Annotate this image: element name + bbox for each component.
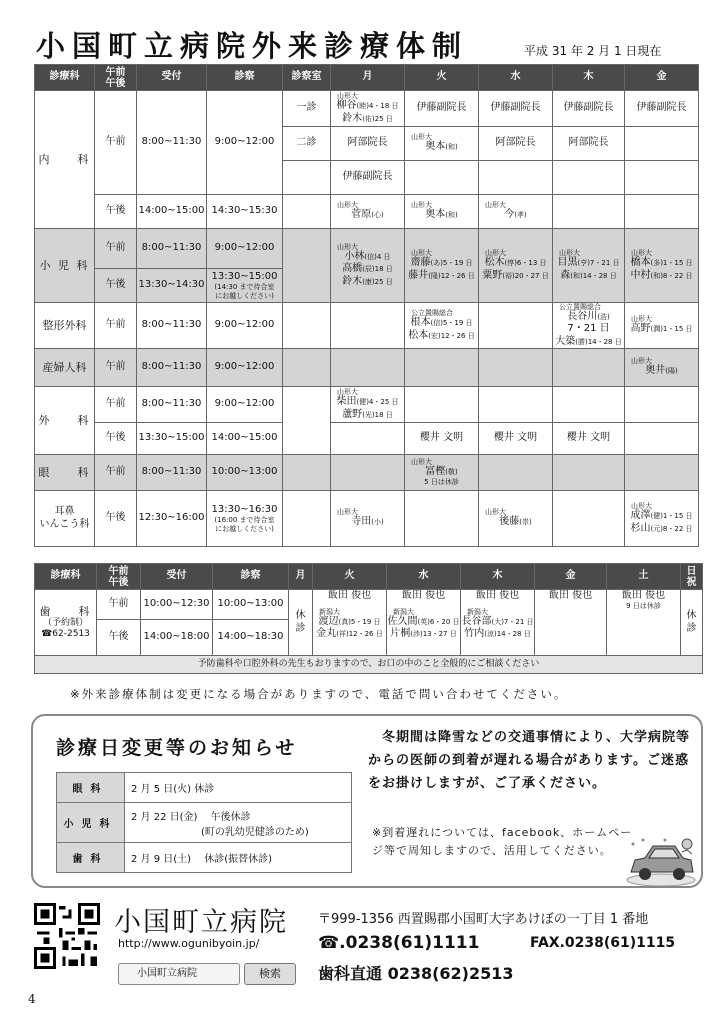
table-row [35,455,699,491]
header-sun: 日 祝 [681,564,703,590]
doctor-cell: 山形大 奥本(和) [405,127,479,161]
header-thu: 木 [461,564,535,590]
reception-time: 8:00~11:30 [137,349,207,387]
ampm-label: 午前 [95,91,137,195]
exam-time: 9:00~12:00 [207,349,283,387]
doctor-cell: 伊藤副院長 [479,91,553,127]
winter-delay-notice: 冬期間は降雪などの交通事情により、大学病院等からの医師の到着が遅れる場合があります。ご迷惑をお掛けしますが、ご了承ください。 [368,730,691,791]
qr-code-icon [34,903,100,969]
doctor-cell: 飯田 俊也 新潟大 渡辺(真)5・19 日 金丸(祥)12・26 日 [313,590,387,656]
exam-time: 13:30~16:30 (16:00 まで待合室 にお越しください) [207,491,283,547]
exam-time: 9:00~12:00 [207,229,283,269]
header-exam: 診察 [207,65,283,91]
doctor-cell: 飯田 俊也 9 日は休診 [607,590,681,656]
exam-time: 10:00~13:00 [207,455,283,491]
announcement-heading: 診療日変更等のお知らせ [56,737,298,759]
doctor-cell: 山形大 後藤(崇) [479,491,553,547]
exam-time: 14:00~18:30 [213,620,289,656]
doctor-cell: 公立置賜総合 根本(信)5・19 日 松本(宏)12・26 日 [405,303,479,349]
header-dept: 診療科 [35,564,97,590]
doctor-cell: 飯田 俊也 新潟大 佐久間(英)6・20 日 片桐(渉)13・27 日 [387,590,461,656]
header-ampm: 午前 午後 [95,65,137,91]
room-label: 一診 [283,91,331,127]
header-sat: 土 [607,564,681,590]
table-row [35,656,703,674]
fax-number: FAX.0238(61)1115 [530,935,676,951]
room-label [283,161,331,195]
exam-time: 9:00~12:00 [207,91,283,195]
header-wed: 水 [479,65,553,91]
doctor-cell: 山形大 菅原(心) [331,195,405,229]
doctor-cell: 伊藤副院長 [625,91,699,127]
header-reception: 受付 [137,65,207,91]
doctor-cell: 伊藤副院長 [405,91,479,127]
doctor-cell: 山形大 柴田(健)4・25 日 蘆野(光)18 日 [331,387,405,423]
exam-time: 14:00~15:00 [207,423,283,455]
exam-time: 14:30~15:30 [207,195,283,229]
closed-label: 休 診 [289,590,313,656]
doctor-cell: 阿部院長 [331,127,405,161]
doctor-cell: 伊藤副院長 [553,91,625,127]
header-tue: 火 [313,564,387,590]
reception-time: 8:00~11:30 [137,303,207,349]
reception-time: 8:00~11:30 [137,91,207,195]
main-phone: ☎.0238(61)1111 [318,933,480,953]
ampm-label: 午後 [97,620,141,656]
table-row [35,349,699,387]
reception-time: 14:00~18:00 [141,620,213,656]
page-title: 小国町立病院外来診療体制 [36,29,469,63]
doctor-cell: 公立置賜総合 長谷川(浩) 7・21 日 大築(勝)14・28 日 [553,303,625,349]
dept-orthopedics: 整形外科 [35,303,95,349]
exam-time: 9:00~12:00 [207,303,283,349]
closed-label: 休 診 [681,590,703,656]
as-of-date: 平成 31 年 2 月 1 日現在 [524,44,662,58]
header-thu: 木 [553,65,625,91]
table-row [35,303,699,349]
header-mon: 月 [331,65,405,91]
doctor-cell: 櫻井 文明 [553,423,625,455]
table-row: 小児科 2 月 22 日(金) 午後休診 (町の乳幼児健診のため) [57,803,352,843]
ampm-label: 午前 [95,387,137,423]
dept-internal: 内 科 [35,91,95,229]
reception-time: 13:30~14:30 [137,269,207,303]
room-label: 二診 [283,127,331,161]
doctor-cell: 山形大 成澤(健)1・15 日 杉山(元)8・22 日 [625,491,699,547]
header-tue: 火 [405,65,479,91]
dept-ophthalmology: 眼 科 [35,455,95,491]
doctor-cell: 山形大 冨樫(敬) 5 日は休診 [405,455,479,491]
doctor-cell: 阿部院長 [479,127,553,161]
page-number: 4 [28,992,36,1006]
reception-time: 8:00~11:30 [137,455,207,491]
dept-surgery: 外 科 [35,387,95,455]
doctor-cell: 櫻井 文明 [405,423,479,455]
ampm-label: 午後 [95,423,137,455]
ampm-label: 午前 [95,303,137,349]
snow-car-icon [625,836,697,886]
header-room: 診察室 [283,65,331,91]
header-fri: 金 [535,564,607,590]
table-row [35,491,699,547]
table-header-row [35,65,699,91]
delay-info-note: ※到着遅れについては、facebook、ホームページ等で周知しますので、活用してください。 [372,826,633,857]
table-row [35,229,699,269]
ampm-label: 午前 [95,349,137,387]
doctor-cell: 飯田 俊也 [535,590,607,656]
header-reception: 受付 [141,564,213,590]
schedule-change-table [56,772,352,873]
exam-time: 10:00~13:00 [213,590,289,620]
ampm-label: 午前 [97,590,141,620]
ampm-label: 午後 [95,195,137,229]
table-row: 眼科 2 月 5 日(火) 休診 [57,773,352,803]
search-input[interactable]: 小国町立病院 [118,963,240,985]
table-row [35,387,699,423]
hospital-url-link[interactable]: http://www.ogunibyoin.jp/ [118,937,260,950]
ampm-label: 午後 [95,491,137,547]
outpatient-schedule-table [34,64,699,547]
dental-phone: 歯科直通 0238(62)2513 [318,964,514,983]
search-button[interactable]: 検索 [244,963,296,985]
doctor-cell: 山形大 奥本(和) [405,195,479,229]
doctor-cell: 山形大 目黒(亨)7・21 日 森(和)14・28 日 [553,229,625,303]
doctor-cell: 山形大 今(孝) [479,195,553,229]
doctor-cell: 山形大 奥井(陽) [625,349,699,387]
doctor-cell: 櫻井 文明 [479,423,553,455]
dept-obgyn: 産婦人科 [35,349,95,387]
dept-pediatrics: 小 児 科 [35,229,95,303]
doctor-cell: 飯田 俊也 新潟大 長谷部(大)7・21 日 竹内(涼)14・28 日 [461,590,535,656]
dental-footer-note: 予防歯科や口腔外科の先生もおりますので、お口の中のこと全般的にご相談ください [35,656,703,674]
table-header-row [35,564,703,590]
reception-time: 14:00~15:00 [137,195,207,229]
doctor-cell: 阿部院長 [553,127,625,161]
reception-time: 8:00~11:30 [137,387,207,423]
reception-time: 10:00~12:30 [141,590,213,620]
doctor-cell: 伊藤副院長 [331,161,405,195]
table-row: 歯科 2 月 9 日(土) 休診(振替休診) [57,843,352,873]
doctor-cell: 山形大 柳谷(睦)4・18 日 鈴木(佑)25 日 [331,91,405,127]
table-row [35,590,703,620]
reception-time: 13:30~15:00 [137,423,207,455]
doctor-cell [625,127,699,161]
exam-time: 9:00~12:00 [207,387,283,423]
table-row [35,91,699,127]
dept-ent: 耳鼻 いんこう科 [35,491,95,547]
header-wed: 水 [387,564,461,590]
header-ampm: 午前 午後 [97,564,141,590]
hospital-name: 小国町立病院 [114,907,288,938]
dept-dental: 歯 科 （予約制） ☎62-2513 [35,590,97,656]
reception-time: 8:00~11:30 [137,229,207,269]
doctor-cell: 山形大 寺田(小) [331,491,405,547]
doctor-cell: 山形大 齋藤(あ)5・19 日 藤井(隆)12・26 日 [405,229,479,303]
reception-time: 12:30~16:00 [137,491,207,547]
doctor-cell: 山形大 松木(惇)6・13 日 粟野(裕)20・27 日 [479,229,553,303]
table-row [35,195,699,229]
header-exam: 診察 [213,564,289,590]
schedule-change-notice: ※外来診療体制は変更になる場合がありますので、電話で問い合わせてください。 [70,687,568,701]
header-dept: 診療科 [35,65,95,91]
doctor-cell: 山形大 小林(信)4 日 高橋(辰)18 日 鈴木(康)25 日 [331,229,405,303]
table-row [35,423,699,455]
exam-time: 13:30~15:00 (14:30 まで待合室 にお越しください) [207,269,283,303]
ampm-label: 午前 [95,229,137,269]
header-fri: 金 [625,65,699,91]
doctor-cell: 山形大 高野(潤)1・15 日 [625,303,699,349]
ampm-label: 午前 [95,455,137,491]
header-mon: 月 [289,564,313,590]
hospital-address: 〒999-1356 西置賜郡小国町大字あけぼの一丁目 1 番地 [318,912,649,927]
doctor-cell: 山形大 橋本(多)1・15 日 中村(和)8・22 日 [625,229,699,303]
dental-schedule-table [34,563,703,674]
ampm-label: 午後 [95,269,137,303]
